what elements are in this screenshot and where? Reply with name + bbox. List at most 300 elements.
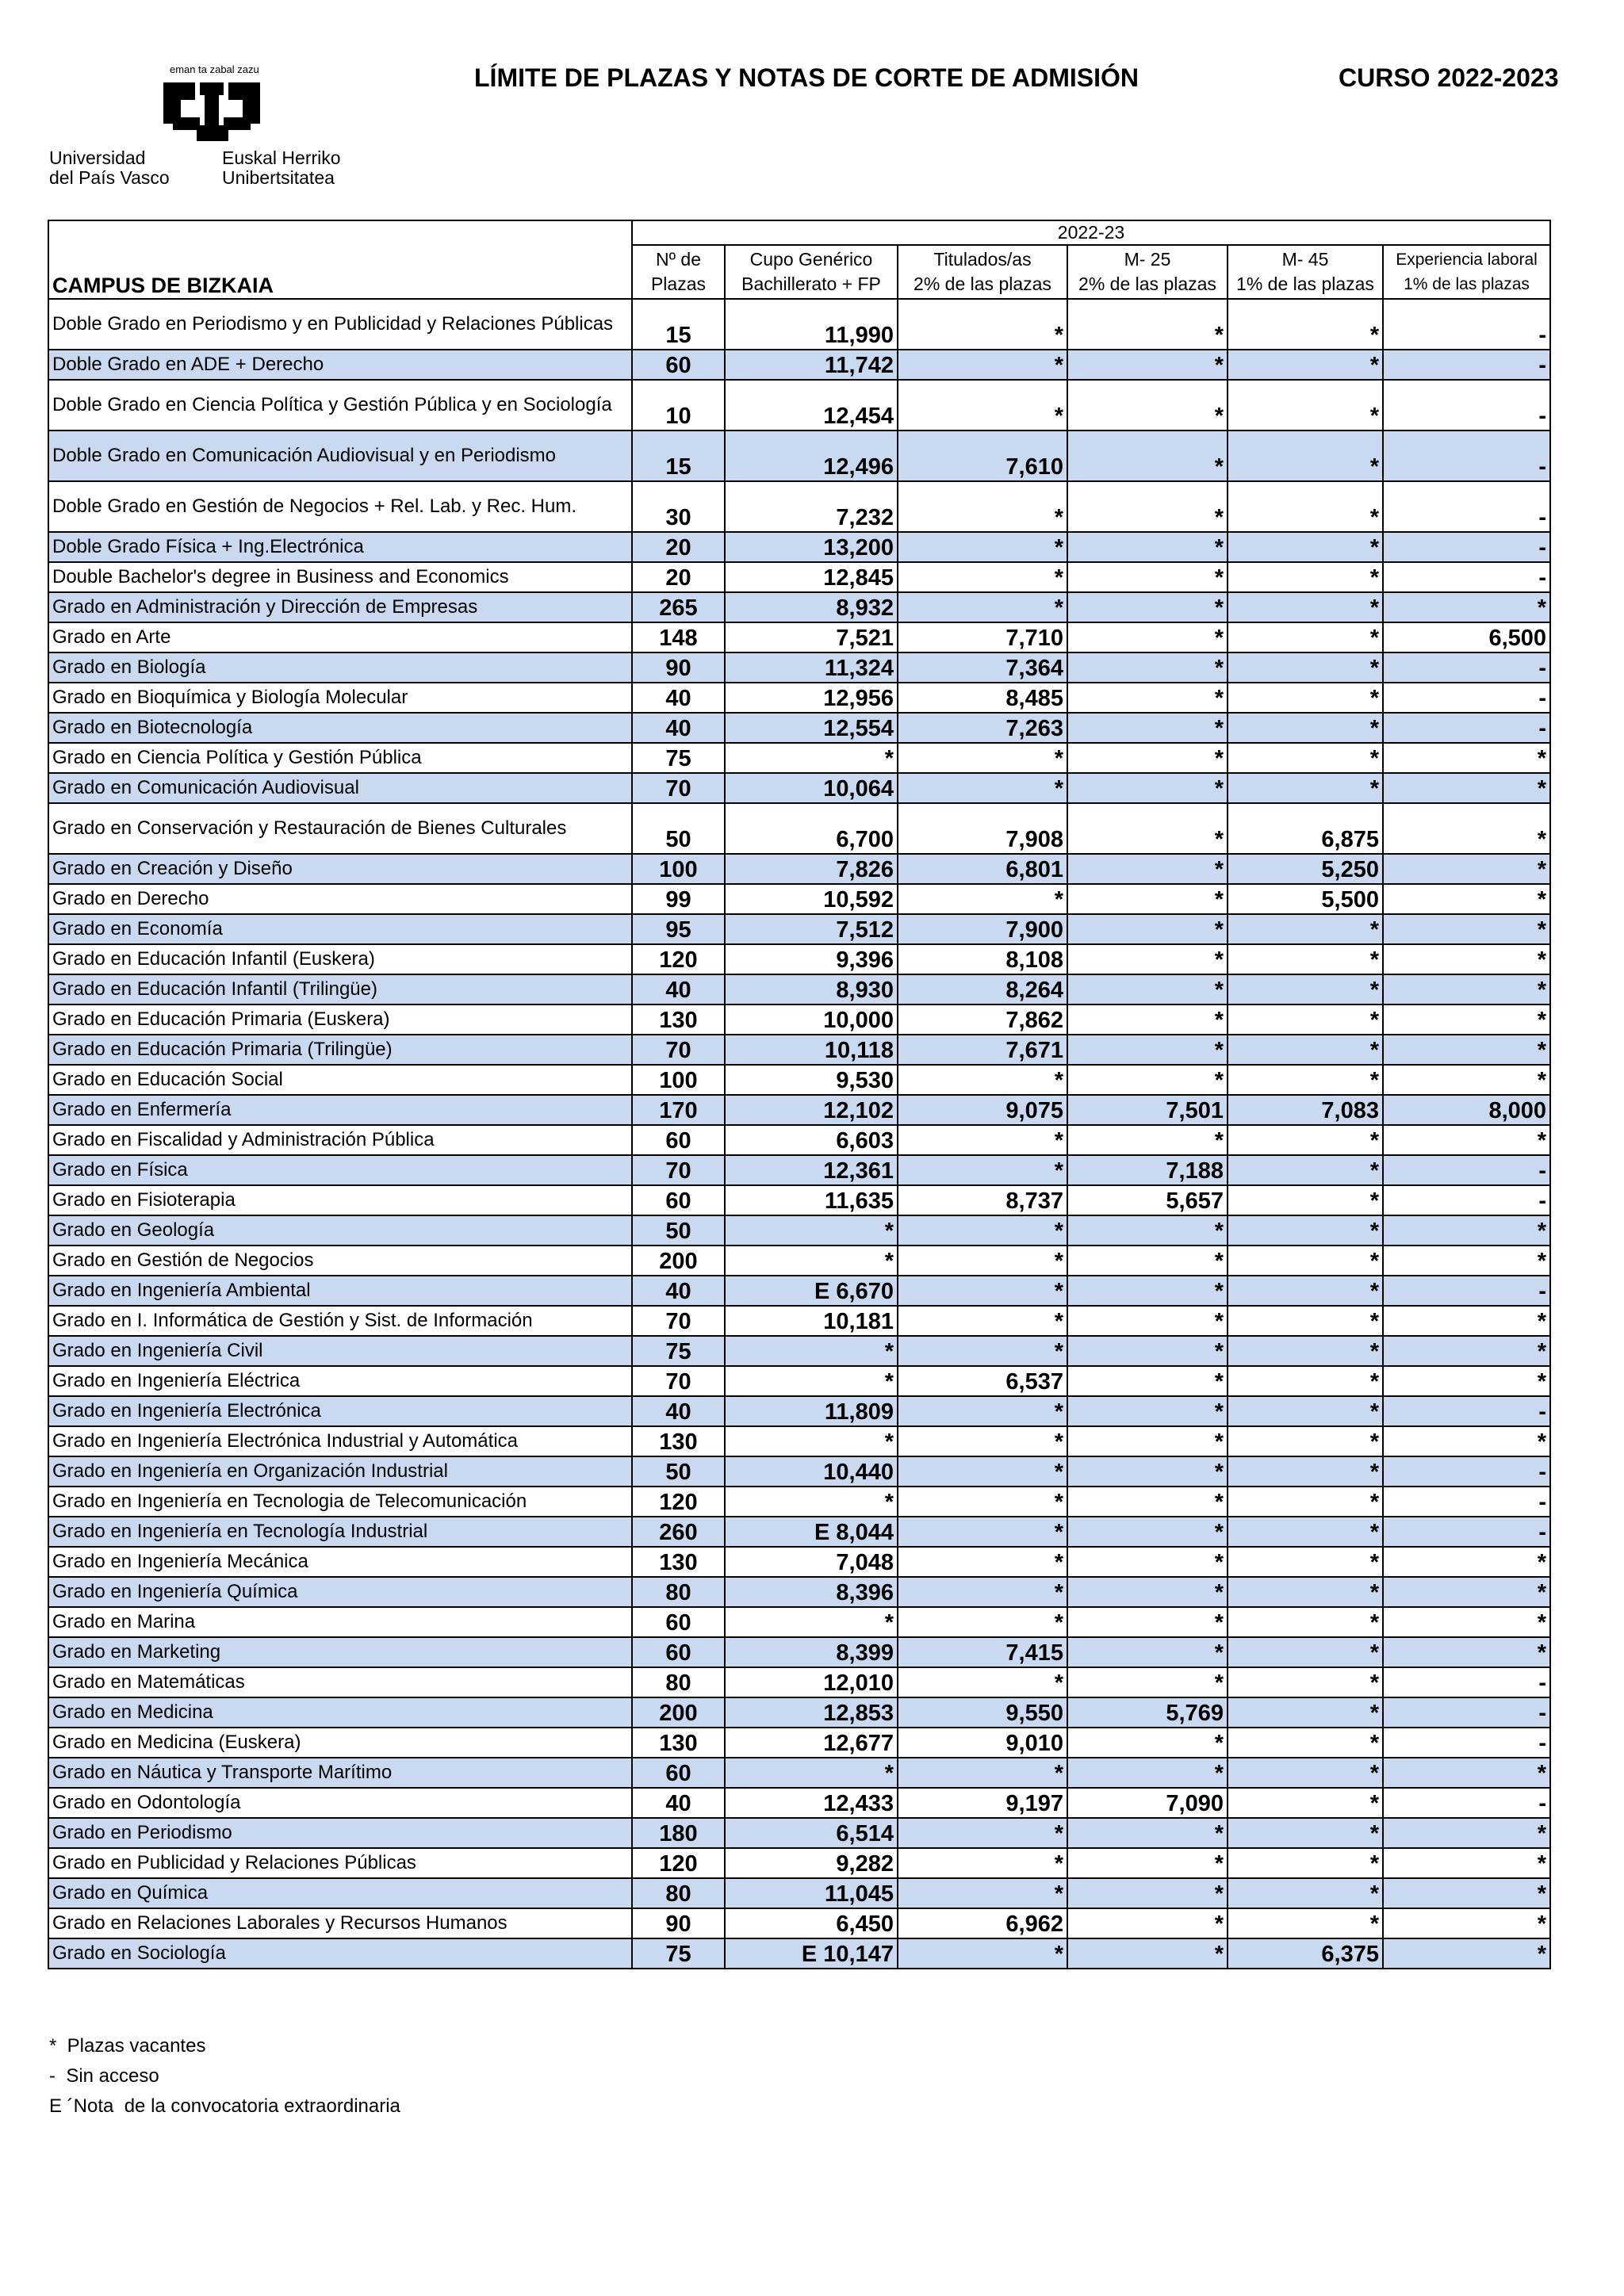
table-cell: *	[1228, 652, 1383, 683]
table-cell: *	[1067, 652, 1228, 683]
table-cell: *	[1383, 743, 1550, 773]
table-cell: *	[725, 1487, 898, 1517]
table-cell: 7,415	[898, 1637, 1067, 1667]
table-cell: *	[1067, 1547, 1228, 1577]
table-row	[48, 1908, 1550, 1938]
table-cell: *	[1383, 1004, 1550, 1035]
note-vacant: * Plazas vacantes	[49, 2035, 206, 2057]
table-cell: 7,188	[1067, 1155, 1228, 1185]
table-cell: -	[1383, 1185, 1550, 1215]
table-row	[48, 1004, 1550, 1035]
table-cell: *	[1067, 481, 1228, 532]
table-cell: *	[1067, 1908, 1228, 1938]
table-cell: *	[1383, 1577, 1550, 1607]
degree-name: Grado en Medicina (Euskera)	[48, 1728, 632, 1758]
degree-name: Grado en Bioquímica y Biología Molecular	[48, 683, 632, 713]
table-cell: -	[1383, 562, 1550, 592]
table-cell: -	[1383, 1487, 1550, 1517]
table-cell: *	[1228, 1547, 1383, 1577]
table-row	[48, 1065, 1550, 1095]
table-row	[48, 683, 1550, 713]
table-cell: *	[898, 1065, 1067, 1095]
table-row	[48, 1517, 1550, 1547]
table-cell: -	[1383, 1667, 1550, 1697]
table-cell: 10,118	[725, 1035, 898, 1065]
table-cell: *	[1228, 532, 1383, 562]
table-cell: 6,801	[898, 854, 1067, 884]
table-cell: 8,932	[725, 592, 898, 622]
table-cell: 5,500	[1228, 884, 1383, 914]
table-cell: 12,454	[725, 380, 898, 430]
table-cell: 8,108	[898, 944, 1067, 974]
table-cell: *	[1228, 1215, 1383, 1246]
table-cell: 180	[632, 1818, 725, 1848]
table-cell: *	[725, 1607, 898, 1637]
degree-name: Grado en Educación Primaria (Trilingüe)	[48, 1035, 632, 1065]
table-cell: 130	[632, 1004, 725, 1035]
table-cell: *	[1228, 1035, 1383, 1065]
table-cell: 99	[632, 884, 725, 914]
degree-name: Grado en Conservación y Restauración de Bienes Culturales	[48, 803, 632, 854]
table-cell: *	[1067, 1818, 1228, 1848]
table-cell: *	[898, 1125, 1067, 1155]
table-cell: 75	[632, 1938, 725, 1969]
university-logo	[49, 63, 366, 190]
table-cell: 6,375	[1228, 1938, 1383, 1969]
table-cell: *	[1228, 1396, 1383, 1426]
table-cell: 9,530	[725, 1065, 898, 1095]
table-cell: *	[1067, 299, 1228, 350]
table-cell: *	[1067, 944, 1228, 974]
table-cell: 9,396	[725, 944, 898, 974]
table-cell: *	[898, 884, 1067, 914]
table-cell: *	[1228, 914, 1383, 944]
table-cell: *	[1067, 683, 1228, 713]
table-cell: *	[1228, 1818, 1383, 1848]
table-cell: *	[1383, 1607, 1550, 1637]
table-cell: *	[898, 1215, 1067, 1246]
degree-name: Grado en Matemáticas	[48, 1667, 632, 1697]
table-cell: -	[1383, 380, 1550, 430]
table-cell: *	[1067, 1848, 1228, 1878]
table-cell: 6,537	[898, 1366, 1067, 1396]
table-cell: 70	[632, 1155, 725, 1185]
table-cell: *	[1383, 1336, 1550, 1366]
note-extraordinary: E ´Nota de la convocatoria extraordinaria	[49, 2095, 400, 2117]
table-cell: 8,000	[1383, 1095, 1550, 1125]
table-cell: *	[1067, 592, 1228, 622]
degree-name: Doble Grado en Ciencia Política y Gestión Pública y en Sociología	[48, 380, 632, 430]
table-cell: *	[1228, 1848, 1383, 1878]
table-row	[48, 1848, 1550, 1878]
table-cell: *	[898, 1577, 1067, 1607]
logo-text-basque: Euskal Herriko Unibertsitatea	[222, 147, 341, 188]
table-row	[48, 974, 1550, 1004]
table-cell: 60	[632, 1185, 725, 1215]
table-cell: *	[725, 1336, 898, 1366]
table-row	[48, 1396, 1550, 1426]
logo-emblem-icon	[160, 78, 263, 146]
table-cell: *	[898, 1456, 1067, 1487]
degree-name: Grado en Publicidad y Relaciones Públicas	[48, 1848, 632, 1878]
table-cell: 8,264	[898, 974, 1067, 1004]
table-cell: 11,324	[725, 652, 898, 683]
table-cell: *	[1228, 622, 1383, 652]
table-row	[48, 1878, 1550, 1908]
table-cell: 7,710	[898, 622, 1067, 652]
table-cell: *	[1228, 1456, 1383, 1487]
table-cell: *	[898, 1396, 1067, 1426]
table-cell: 12,845	[725, 562, 898, 592]
table-cell: *	[1228, 713, 1383, 743]
table-row	[48, 1818, 1550, 1848]
table-cell: *	[1228, 380, 1383, 430]
note-no-access: - Sin acceso	[49, 2065, 159, 2087]
table-cell: *	[1067, 380, 1228, 430]
table-cell: 6,514	[725, 1818, 898, 1848]
table-cell: -	[1383, 1697, 1550, 1728]
table-row	[48, 944, 1550, 974]
degree-name: Grado en Educación Infantil (Trilingüe)	[48, 974, 632, 1004]
table-cell: *	[1228, 1607, 1383, 1637]
table-row	[48, 1426, 1550, 1456]
table-row	[48, 1366, 1550, 1396]
table-cell: *	[1228, 562, 1383, 592]
table-cell: *	[1067, 1215, 1228, 1246]
table-cell: *	[1228, 1758, 1383, 1788]
table-cell: *	[1067, 1728, 1228, 1758]
table-cell: *	[1228, 1667, 1383, 1697]
degree-name: Grado en Economía	[48, 914, 632, 944]
table-cell: 40	[632, 1788, 725, 1818]
table-cell: 80	[632, 1577, 725, 1607]
table-cell: *	[1383, 1908, 1550, 1938]
table-cell: *	[1383, 1878, 1550, 1908]
table-cell: *	[898, 1938, 1067, 1969]
table-cell: 6,500	[1383, 622, 1550, 652]
table-cell: *	[1383, 1426, 1550, 1456]
table-cell: *	[1228, 1125, 1383, 1155]
table-cell: 60	[632, 1637, 725, 1667]
table-cell: 6,875	[1228, 803, 1383, 854]
table-cell: *	[1067, 1637, 1228, 1667]
table-cell: 12,554	[725, 713, 898, 743]
table-row	[48, 1185, 1550, 1215]
table-cell: *	[1228, 1728, 1383, 1758]
table-cell: *	[1067, 1035, 1228, 1065]
table-row	[48, 1125, 1550, 1155]
table-cell: 11,635	[725, 1185, 898, 1215]
degree-name: Grado en Creación y Diseño	[48, 854, 632, 884]
table-cell: *	[898, 562, 1067, 592]
logo-motto: eman ta zabal zazu	[170, 63, 259, 75]
degree-name: Grado en Ingeniería en Tecnologia de Telecomunicación	[48, 1487, 632, 1517]
table-cell: 70	[632, 1366, 725, 1396]
table-cell: 12,361	[725, 1155, 898, 1185]
table-cell: 11,045	[725, 1878, 898, 1908]
table-cell: 75	[632, 743, 725, 773]
table-cell: *	[725, 1215, 898, 1246]
table-row	[48, 1487, 1550, 1517]
table-row	[48, 1667, 1550, 1697]
table-cell: *	[1383, 1125, 1550, 1155]
table-cell: 50	[632, 1456, 725, 1487]
table-row	[48, 713, 1550, 743]
table-row	[48, 743, 1550, 773]
degree-name: Grado en Medicina	[48, 1697, 632, 1728]
degree-name: Grado en Fisioterapia	[48, 1185, 632, 1215]
table-row	[48, 1637, 1550, 1667]
table-cell: -	[1383, 683, 1550, 713]
table-cell: 60	[632, 1607, 725, 1637]
table-cell: 12,433	[725, 1788, 898, 1818]
table-cell: *	[1067, 713, 1228, 743]
table-cell: *	[898, 1667, 1067, 1697]
table-cell: *	[1228, 1908, 1383, 1938]
degree-name: Grado en Marina	[48, 1607, 632, 1637]
table-cell: *	[1067, 1366, 1228, 1396]
table-row	[48, 1336, 1550, 1366]
table-cell: 6,962	[898, 1908, 1067, 1938]
table-cell: 6,450	[725, 1908, 898, 1938]
table-cell: 40	[632, 974, 725, 1004]
table-cell: -	[1383, 299, 1550, 350]
table-row	[48, 1155, 1550, 1185]
table-cell: *	[1067, 1426, 1228, 1456]
table-cell: 60	[632, 1758, 725, 1788]
table-cell: 6,700	[725, 803, 898, 854]
table-cell: 60	[632, 350, 725, 380]
table-cell: *	[1228, 1185, 1383, 1215]
table-cell: *	[1067, 914, 1228, 944]
table-cell: *	[1383, 1366, 1550, 1396]
table-cell: 7,048	[725, 1547, 898, 1577]
table-cell: *	[1067, 1336, 1228, 1366]
table-row	[48, 1035, 1550, 1065]
table-cell: 13,200	[725, 532, 898, 562]
table-cell: *	[1383, 773, 1550, 803]
table-cell: *	[898, 1306, 1067, 1336]
table-cell: *	[898, 592, 1067, 622]
table-cell: *	[1228, 592, 1383, 622]
page-title: LÍMITE DE PLAZAS Y NOTAS DE CORTE DE ADMISIÓN	[474, 63, 1139, 92]
table-cell: *	[898, 1487, 1067, 1517]
table-cell: 8,396	[725, 1577, 898, 1607]
table-cell: *	[1383, 1818, 1550, 1848]
table-cell: *	[1228, 481, 1383, 532]
degree-name: Double Bachelor's degree in Business and Economics	[48, 562, 632, 592]
table-cell: *	[898, 481, 1067, 532]
table-cell: *	[725, 1758, 898, 1788]
table-cell: *	[1228, 1336, 1383, 1366]
table-cell: *	[725, 1366, 898, 1396]
table-cell: 7,521	[725, 622, 898, 652]
table-cell: 120	[632, 944, 725, 974]
degree-name: Grado en I. Informática de Gestión y Sist. de Información	[48, 1306, 632, 1336]
table-cell: 70	[632, 1306, 725, 1336]
table-cell: 7,512	[725, 914, 898, 944]
degree-name: Grado en Geología	[48, 1215, 632, 1246]
logo-text-spanish: Universidad del País Vasco	[49, 147, 170, 188]
table-cell: *	[898, 1155, 1067, 1185]
table-cell: *	[1228, 1517, 1383, 1547]
degree-name: Doble Grado en Gestión de Negocios + Rel. Lab. y Rec. Hum.	[48, 481, 632, 532]
table-cell: -	[1383, 430, 1550, 481]
table-cell: 7,232	[725, 481, 898, 532]
table-cell: *	[1067, 1577, 1228, 1607]
table-cell: 11,742	[725, 350, 898, 380]
degree-name: Grado en Comunicación Audiovisual	[48, 773, 632, 803]
table-cell: *	[1067, 1487, 1228, 1517]
table-row	[48, 1788, 1550, 1818]
table-cell: E 10,147	[725, 1938, 898, 1969]
table-cell: *	[1383, 1758, 1550, 1788]
table-cell: *	[1383, 1215, 1550, 1246]
table-row	[48, 1607, 1550, 1637]
table-cell: *	[1228, 1637, 1383, 1667]
table-cell: 20	[632, 562, 725, 592]
table-cell: 8,399	[725, 1637, 898, 1667]
table-cell: 12,677	[725, 1728, 898, 1758]
degree-name: Grado en Educación Social	[48, 1065, 632, 1095]
table-cell: 130	[632, 1547, 725, 1577]
table-cell: *	[1228, 1366, 1383, 1396]
table-cell: *	[1067, 1004, 1228, 1035]
table-cell: *	[1228, 1065, 1383, 1095]
table-cell: -	[1383, 1276, 1550, 1306]
degree-name: Grado en Ciencia Política y Gestión Pública	[48, 743, 632, 773]
table-row	[48, 532, 1550, 562]
degree-name: Grado en Derecho	[48, 884, 632, 914]
table-cell: *	[1067, 1938, 1228, 1969]
table-cell: 50	[632, 803, 725, 854]
degree-name: Doble Grado en Periodismo y en Publicidad y Relaciones Públicas	[48, 299, 632, 350]
admissions-table	[48, 220, 1551, 1969]
table-cell: *	[1067, 1758, 1228, 1788]
table-cell: *	[1383, 1547, 1550, 1577]
table-row	[48, 773, 1550, 803]
table-cell: 10	[632, 380, 725, 430]
degree-name: Grado en Marketing	[48, 1637, 632, 1667]
degree-name: Grado en Ingeniería en Tecnología Industrial	[48, 1517, 632, 1547]
table-cell: *	[898, 743, 1067, 773]
table-cell: 100	[632, 854, 725, 884]
table-cell: *	[1228, 350, 1383, 380]
table-row	[48, 1728, 1550, 1758]
table-cell: *	[1067, 562, 1228, 592]
table-row	[48, 299, 1550, 350]
degree-name: Doble Grado Física + Ing.Electrónica	[48, 532, 632, 562]
table-cell: *	[898, 1426, 1067, 1456]
table-row	[48, 380, 1550, 430]
table-cell: *	[725, 1426, 898, 1456]
degree-name: Grado en Educación Infantil (Euskera)	[48, 944, 632, 974]
table-row	[48, 652, 1550, 683]
table-cell: -	[1383, 1788, 1550, 1818]
table-cell: *	[1067, 974, 1228, 1004]
legend-notes	[49, 2031, 400, 2122]
table-cell: *	[1383, 803, 1550, 854]
table-cell: 12,010	[725, 1667, 898, 1697]
degree-name: Grado en Ingeniería en Organización Industrial	[48, 1456, 632, 1487]
table-row	[48, 1938, 1550, 1969]
degree-name: Grado en Química	[48, 1878, 632, 1908]
table-cell: 8,737	[898, 1185, 1067, 1215]
table-cell: *	[898, 350, 1067, 380]
table-cell: *	[898, 1607, 1067, 1637]
table-cell: *	[1383, 914, 1550, 944]
degree-name: Grado en Periodismo	[48, 1818, 632, 1848]
table-cell: *	[1228, 1306, 1383, 1336]
table-cell: 60	[632, 1125, 725, 1155]
table-cell: 9,197	[898, 1788, 1067, 1818]
table-cell: *	[1383, 854, 1550, 884]
table-row	[48, 1095, 1550, 1125]
table-cell: *	[1228, 1878, 1383, 1908]
table-cell: 120	[632, 1487, 725, 1517]
table-cell: 80	[632, 1878, 725, 1908]
degree-name: Grado en Ingeniería Mecánica	[48, 1547, 632, 1577]
table-cell: 40	[632, 1276, 725, 1306]
degree-name: Grado en Odontología	[48, 1788, 632, 1818]
table-cell: 7,826	[725, 854, 898, 884]
table-cell: *	[1067, 803, 1228, 854]
table-cell: *	[1228, 1155, 1383, 1185]
table-cell: *	[1067, 1306, 1228, 1336]
table-cell: *	[1383, 1035, 1550, 1065]
table-cell: *	[1228, 1004, 1383, 1035]
degree-name: Grado en Sociología	[48, 1938, 632, 1969]
table-cell: -	[1383, 1396, 1550, 1426]
degree-name: Grado en Ingeniería Civil	[48, 1336, 632, 1366]
table-cell: 15	[632, 430, 725, 481]
table-row	[48, 1547, 1550, 1577]
table-row	[48, 1276, 1550, 1306]
table-row	[48, 430, 1550, 481]
table-cell: 170	[632, 1095, 725, 1125]
table-cell: 40	[632, 1396, 725, 1426]
table-row	[48, 481, 1550, 532]
table-cell: *	[1383, 1938, 1550, 1969]
table-cell: 7,862	[898, 1004, 1067, 1035]
column-header: M- 25 2% de las plazas	[1067, 245, 1228, 299]
table-cell: -	[1383, 481, 1550, 532]
degree-name: Grado en Ingeniería Electrónica Industrial y Automática	[48, 1426, 632, 1456]
table-cell: *	[1228, 944, 1383, 974]
table-cell: 100	[632, 1065, 725, 1095]
table-cell: *	[725, 743, 898, 773]
degree-name: Doble Grado en ADE + Derecho	[48, 350, 632, 380]
table-cell: *	[1067, 622, 1228, 652]
table-cell: 30	[632, 481, 725, 532]
degree-name: Grado en Biología	[48, 652, 632, 683]
table-cell: *	[1067, 350, 1228, 380]
table-cell: *	[1228, 683, 1383, 713]
table-cell: *	[1383, 884, 1550, 914]
table-cell: -	[1383, 350, 1550, 380]
table-row	[48, 350, 1550, 380]
table-cell: *	[1067, 1276, 1228, 1306]
table-cell: 5,657	[1067, 1185, 1228, 1215]
column-header: Cupo Genérico Bachillerato + FP	[725, 245, 898, 299]
table-row	[48, 914, 1550, 944]
table-cell: 8,930	[725, 974, 898, 1004]
table-cell: *	[1067, 1607, 1228, 1637]
degree-name: Grado en Gestión de Negocios	[48, 1246, 632, 1276]
table-row	[48, 1246, 1550, 1276]
table-cell: *	[1228, 1276, 1383, 1306]
column-header: Titulados/as 2% de las plazas	[898, 245, 1067, 299]
